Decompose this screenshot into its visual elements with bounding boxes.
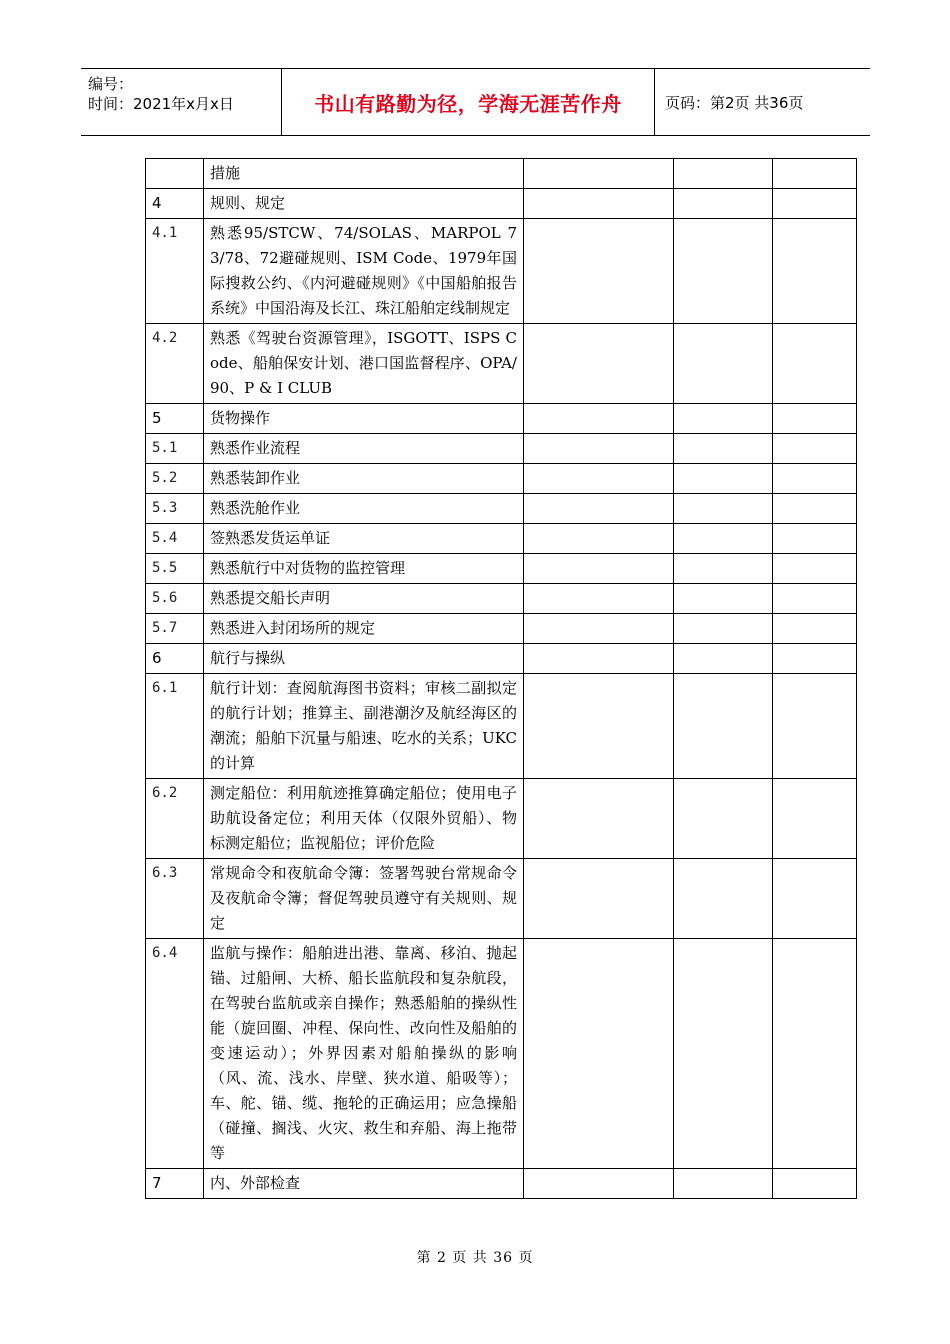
blank-cell	[524, 1169, 674, 1199]
blank-cell	[674, 939, 773, 1169]
blank-cell	[524, 494, 674, 524]
table-row	[146, 614, 857, 644]
item-number: 6	[146, 644, 204, 674]
blank-cell	[674, 859, 773, 939]
blank-cell	[674, 159, 773, 189]
blank-cell	[524, 464, 674, 494]
table-row	[146, 159, 857, 189]
item-description: 熟悉进入封闭场所的规定	[204, 614, 524, 644]
item-number: 5.5	[146, 554, 204, 584]
blank-cell	[773, 324, 857, 404]
section-title: 航行与操纵	[204, 644, 524, 674]
item-number: 6.3	[146, 859, 204, 939]
item-number: 5	[146, 404, 204, 434]
item-description: 熟悉提交船长声明	[204, 584, 524, 614]
item-number: 6.4	[146, 939, 204, 1169]
blank-cell	[773, 494, 857, 524]
item-description: 航行计划：查阅航海图书资料；审核二副拟定的航行计划；推算主、副港潮汐及航经海区的潮流；船舶下沉量与船速、吃水的关系；UKC的计算	[204, 674, 524, 779]
table-row	[146, 189, 857, 219]
header-motto-cell	[282, 69, 655, 135]
item-description: 熟悉洗舱作业	[204, 494, 524, 524]
blank-cell	[674, 404, 773, 434]
item-number: 5.3	[146, 494, 204, 524]
blank-cell	[524, 584, 674, 614]
blank-cell	[674, 554, 773, 584]
blank-cell	[674, 494, 773, 524]
blank-cell	[674, 644, 773, 674]
blank-cell	[674, 584, 773, 614]
table-row	[146, 939, 857, 1169]
table-row	[146, 404, 857, 434]
blank-cell	[773, 859, 857, 939]
item-number: 5.1	[146, 434, 204, 464]
blank-cell	[524, 939, 674, 1169]
blank-cell	[773, 644, 857, 674]
table-row	[146, 324, 857, 404]
blank-cell	[773, 434, 857, 464]
blank-cell	[773, 464, 857, 494]
blank-cell	[674, 614, 773, 644]
section-title: 内、外部检查	[204, 1169, 524, 1199]
page-header	[81, 68, 870, 136]
blank-cell	[773, 584, 857, 614]
item-number: 6.1	[146, 674, 204, 779]
blank-cell	[773, 219, 857, 324]
blank-cell	[674, 434, 773, 464]
checklist-body	[146, 159, 857, 1199]
table-row	[146, 859, 857, 939]
blank-cell	[524, 434, 674, 464]
blank-cell	[524, 644, 674, 674]
blank-cell	[773, 159, 857, 189]
item-description: 熟悉95/STCW、74/SOLAS、MARPOL 73/78、72避碰规则、ISM Code、1979年国际搜救公约、《内河避碰规则》《中国船舶报告系统》中国沿海及长江、珠江船舶定线制规定	[204, 219, 524, 324]
blank-cell	[773, 674, 857, 779]
item-number: 5.7	[146, 614, 204, 644]
item-description: 熟悉装卸作业	[204, 464, 524, 494]
blank-cell	[524, 404, 674, 434]
doc-number-label: 编号：	[88, 75, 134, 93]
item-number: 4.2	[146, 324, 204, 404]
blank-cell	[524, 859, 674, 939]
blank-cell	[773, 1169, 857, 1199]
table-row	[146, 554, 857, 584]
blank-cell	[773, 189, 857, 219]
item-number	[146, 159, 204, 189]
blank-cell	[524, 779, 674, 859]
blank-cell	[773, 939, 857, 1169]
item-description: 熟悉作业流程	[204, 434, 524, 464]
blank-cell	[524, 189, 674, 219]
item-description: 熟悉《驾驶台资源管理》，ISGOTT、ISPS Code、船舶保安计划、港口国监督程序、OPA/90、P & I CLUB	[204, 324, 524, 404]
item-number: 4	[146, 189, 204, 219]
blank-cell	[773, 524, 857, 554]
blank-cell	[674, 189, 773, 219]
table-row	[146, 674, 857, 779]
table-row	[146, 219, 857, 324]
table-row	[146, 1169, 857, 1199]
blank-cell	[674, 324, 773, 404]
table-row	[146, 434, 857, 464]
item-number: 7	[146, 1169, 204, 1199]
blank-cell	[773, 404, 857, 434]
item-number: 6.2	[146, 779, 204, 859]
section-title: 规则、规定	[204, 189, 524, 219]
blank-cell	[524, 524, 674, 554]
blank-cell	[524, 159, 674, 189]
blank-cell	[773, 554, 857, 584]
section-title: 货物操作	[204, 404, 524, 434]
blank-cell	[524, 674, 674, 779]
header-meta	[81, 69, 282, 135]
item-number: 5.6	[146, 584, 204, 614]
blank-cell	[524, 219, 674, 324]
page-footer: 第 2 页 共 36 页	[416, 1250, 534, 1266]
table-row	[146, 464, 857, 494]
item-description: 熟悉航行中对货物的监控管理	[204, 554, 524, 584]
blank-cell	[674, 674, 773, 779]
table-row	[146, 494, 857, 524]
blank-cell	[674, 219, 773, 324]
blank-cell	[524, 324, 674, 404]
table-row	[146, 524, 857, 554]
blank-cell	[524, 614, 674, 644]
blank-cell	[674, 779, 773, 859]
item-description: 监航与操作：船舶进出港、靠离、移泊、抛起锚、过船闸、大桥、船长监航段和复杂航段，在驾驶台监航或亲自操作；熟悉船舶的操纵性能（旋回圈、冲程、保向性、改向性及船舶的变速运动）；外界因素对船舶操纵的影响（风、流、浅水、岸壁、狭水道、船吸等）；车、舵、锚、缆、拖轮的正确运用；应急操船（碰撞、搁浅、火灾、救生和弃船、海上拖带等	[204, 939, 524, 1169]
header-page-info: 页码：第2页 共36页	[665, 93, 804, 112]
table-row	[146, 644, 857, 674]
item-description: 签熟悉发货运单证	[204, 524, 524, 554]
blank-cell	[674, 464, 773, 494]
blank-cell	[773, 614, 857, 644]
item-number: 5.2	[146, 464, 204, 494]
blank-cell	[773, 779, 857, 859]
blank-cell	[674, 1169, 773, 1199]
blank-cell	[674, 524, 773, 554]
table-row	[146, 584, 857, 614]
item-description: 常规命令和夜航命令簿：签署驾驶台常规命令及夜航命令簿；督促驾驶员遵守有关规则、规定	[204, 859, 524, 939]
item-number: 5.4	[146, 524, 204, 554]
item-number: 4.1	[146, 219, 204, 324]
blank-cell	[524, 554, 674, 584]
item-description: 措施	[204, 159, 524, 189]
item-description: 测定船位：利用航迹推算确定船位；使用电子助航设备定位；利用天体（仅限外贸船）、物标测定船位；监视船位；评价危险	[204, 779, 524, 859]
doc-date: 时间：2021年x月x日	[88, 95, 234, 113]
header-motto: 书山有路勤为径，学海无涯苦作舟	[314, 91, 622, 116]
table-row	[146, 779, 857, 859]
checklist-table	[145, 158, 857, 1199]
